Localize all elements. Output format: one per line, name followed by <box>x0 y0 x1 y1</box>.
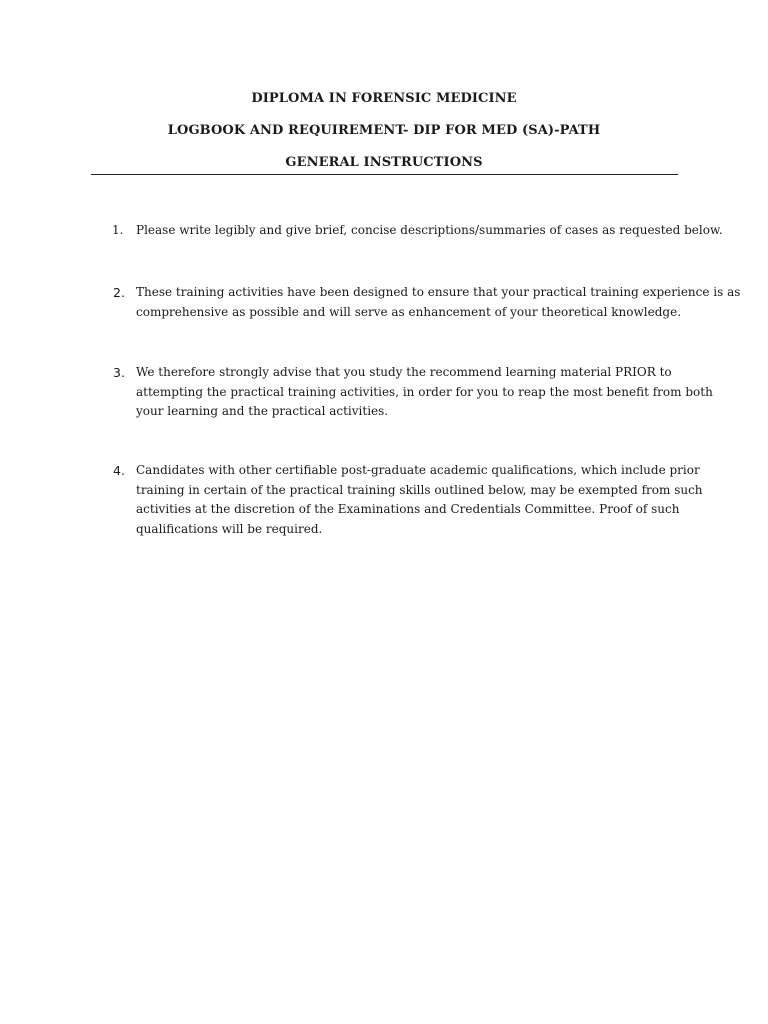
instruction-line: We therefore strongly advise that you study the recommend learning material PRIOR to <box>136 365 672 379</box>
heading-divider <box>91 174 678 175</box>
section-heading: GENERAL INSTRUCTIONS <box>285 155 483 170</box>
instruction-line: These training activities have been designed to ensure that your practical training experience is as <box>136 285 741 299</box>
instruction-line: Candidates with other certifiable post-graduate academic qualifications, which include prior <box>136 463 700 477</box>
instruction-text <box>136 461 703 539</box>
instruction-text <box>136 363 713 422</box>
instruction-line: comprehensive as possible and will serve as enhancement of your theoretical knowledge. <box>136 304 682 319</box>
instruction-text <box>136 283 741 322</box>
instruction-text <box>136 221 723 241</box>
document-title: DIPLOMA IN FORENSIC MEDICINE <box>251 91 517 106</box>
instruction-number: 2. <box>113 285 125 300</box>
instruction-line: attempting the practical training activities, in order for you to reap the most benefit from both <box>136 384 713 399</box>
instruction-line: your learning and the practical activities. <box>136 404 389 418</box>
document-subtitle: LOGBOOK AND REQUIREMENT- DIP FOR MED (SA)-PATH <box>167 123 601 138</box>
instruction-number: 4. <box>113 463 125 478</box>
instruction-line: activities at the discretion of the Examinations and Credentials Committee. Proof of such <box>136 502 680 516</box>
instruction-number: 3. <box>113 365 125 380</box>
instruction-line: training in certain of the practical training skills outlined below, may be exempted from such <box>136 482 703 497</box>
instruction-line: qualifications will be required. <box>136 521 323 536</box>
instruction-number: 1. <box>112 223 124 237</box>
instruction-line: Please write legibly and give brief, concise descriptions/summaries of cases as requested below. <box>136 223 723 237</box>
